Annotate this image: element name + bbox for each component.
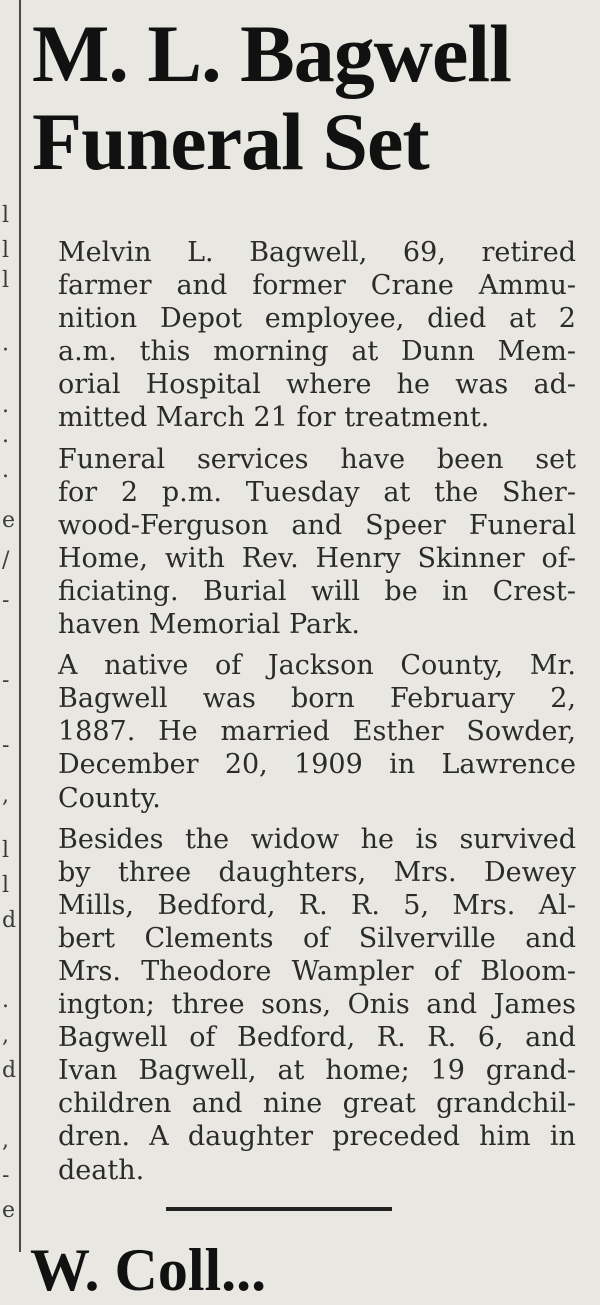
article-paragraph [58,236,576,435]
article-headline [32,10,592,186]
article-line: December 20, 1909 in Lawrence [58,749,576,781]
article-line: Mrs. Theodore Wampler of Bloom- [58,955,576,987]
article-line: Besides the widow he is survived [58,823,576,855]
article-paragraph [58,443,576,642]
article-line: bert Clements of Silverville and [58,922,576,954]
headline-line-1: M. L. Bagwell [32,8,511,99]
article-line: nition Depot employee, died at 2 [58,303,576,335]
article-line: 1887. He married Esther Sowder, [58,716,576,748]
article-line: Bagwell was born February 2, [58,683,576,715]
article-line: Ivan Bagwell, at home; 19 grand- [58,1055,576,1087]
article-line: dren. A daughter preceded him in [58,1121,576,1153]
article-line: ficiating. Burial will be in Crest- [58,575,576,607]
article-line: haven Memorial Park. [58,609,360,641]
article-line: a.m. this morning at Dunn Mem- [58,336,576,368]
article-line: wood-Ferguson and Speer Funeral [58,509,576,541]
headline-line-2: Funeral Set [32,96,429,187]
article-line: Funeral services have been set [58,443,576,475]
article-line: death. [58,1154,145,1186]
adjacent-column-fragments: l l l · . . . e / - - - , l l d . , d , - e [2,203,17,1223]
article-line: A native of Jackson County, Mr. [58,650,576,682]
article-line: for 2 p.m. Tuesday at the Sher- [58,476,576,508]
article-line: Melvin L. Bagwell, 69, retired [58,237,576,268]
article-line: mitted March 21 for treatment. [58,402,490,434]
article-line: Home, with Rev. Henry Skinner of- [58,542,576,574]
column-rule [19,0,21,1252]
article-line: orial Hospital where he was ad- [58,369,576,401]
article-body [58,236,576,1195]
next-article-headline-fragment: W. Coll... [30,1237,267,1303]
article-end-rule [166,1207,392,1211]
article-line: farmer and former Crane Ammu- [58,270,576,302]
article-paragraph [58,823,576,1187]
article-line: Mills, Bedford, R. R. 5, Mrs. Al- [58,889,576,921]
article-line: ington; three sons, Onis and James [58,989,576,1021]
article-paragraph [58,649,576,814]
article-line: by three daughters, Mrs. Dewey [58,856,576,888]
article-line: Bagwell of Bedford, R. R. 6, and [58,1022,576,1054]
article-line: children and nine great grandchil- [58,1088,576,1120]
article-line: County. [58,782,161,814]
